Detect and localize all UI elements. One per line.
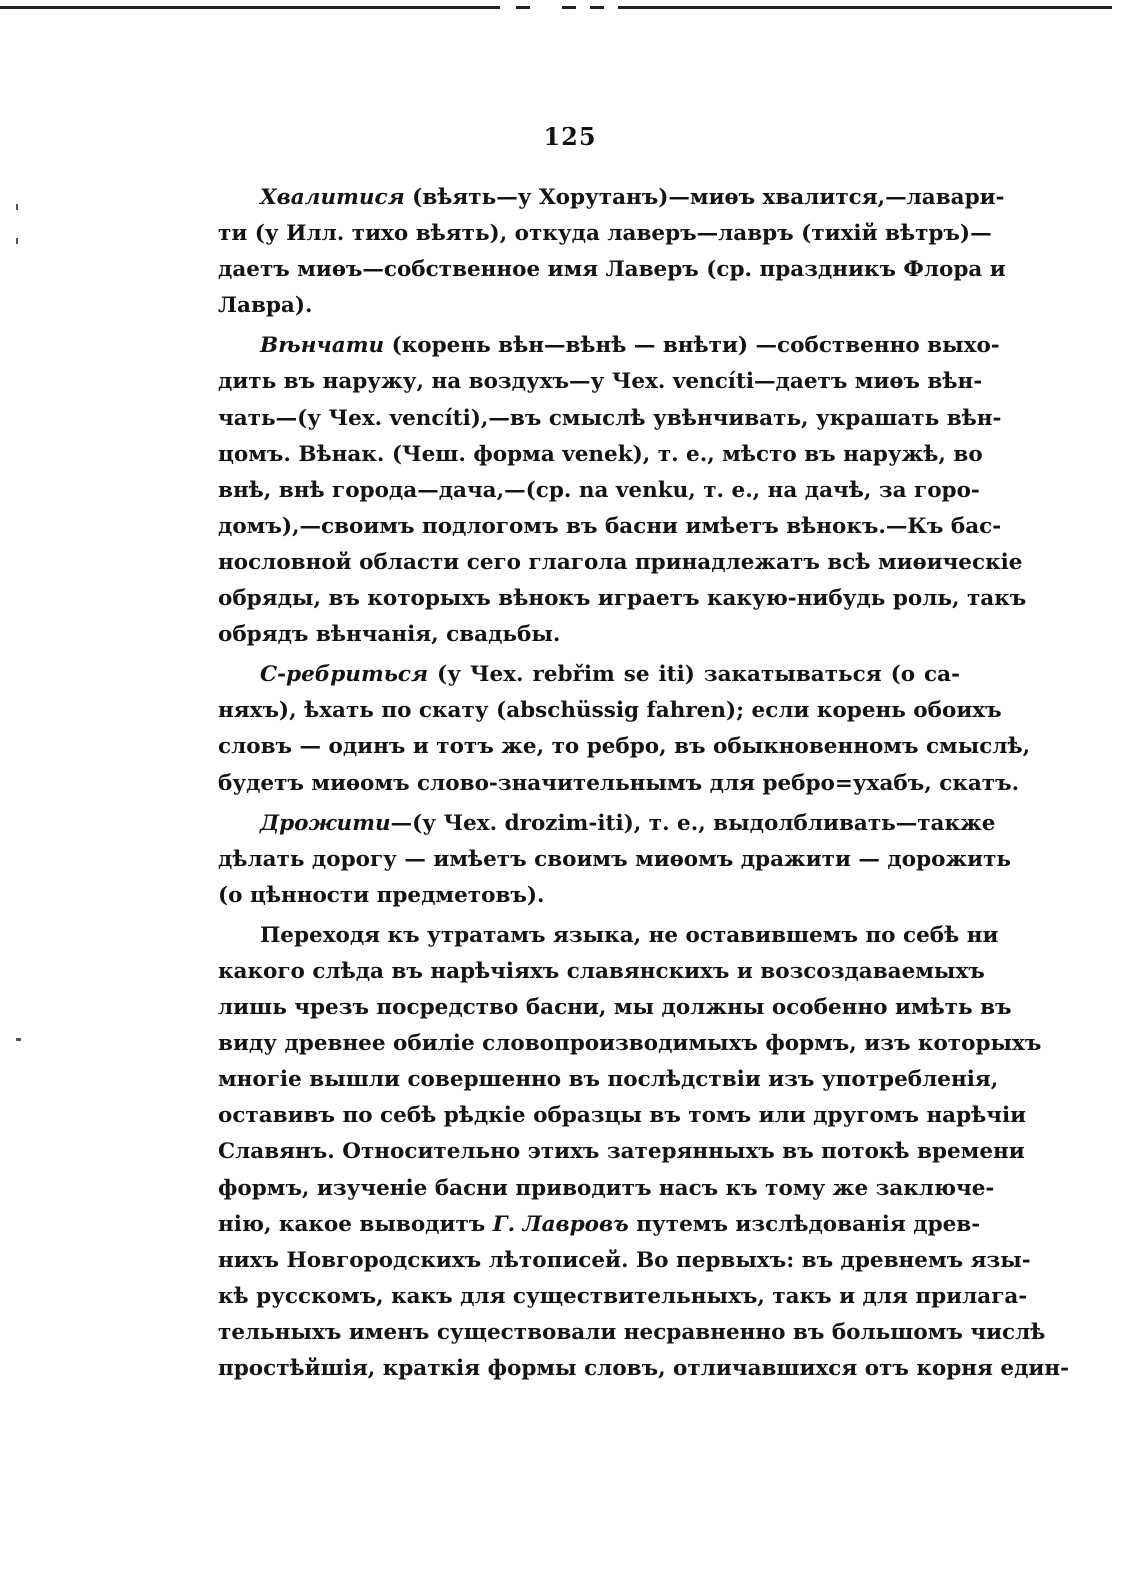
line-text: путемъ изслѣдованія древ- (628, 1211, 981, 1237)
text-line (218, 729, 1031, 765)
line-text: какого слѣда въ нарѣчіяхъ славянскихъ и возсоздаваемыхъ (218, 958, 985, 984)
text-line (218, 545, 1023, 581)
margin-mark (16, 1038, 21, 1041)
text-line (218, 1351, 1070, 1387)
margin-mark (16, 204, 18, 210)
margin-mark (16, 238, 18, 244)
text-line (218, 1243, 1031, 1279)
text-line (218, 657, 960, 693)
text-line (218, 1062, 999, 1098)
line-text: простѣйшія, краткія формы словъ, отличавшихся отъ корня един- (218, 1356, 1070, 1381)
line-text: ти (у Илл. тихо вѣять), откуда лаверъ—лавръ (тихій вѣтръ)— (218, 221, 992, 247)
page-body (218, 180, 1070, 1387)
line-text: (вѣять—у Хорутанъ)—миѳъ хвалится,—лавари- (404, 185, 1005, 210)
text-line (218, 1315, 1046, 1351)
line-text: многіе вышли совершенно въ послѣдствіи изъ употребленія, (218, 1067, 999, 1093)
line-text: оставивъ по себѣ рѣдкіе образцы въ томъ или другомъ нарѣчіи (218, 1103, 1027, 1129)
line-text: Переходя къ утратамъ языка, не оставившемъ по себѣ ни (260, 922, 999, 948)
paragraph (218, 918, 1070, 1387)
line-text: обрядъ вѣнчанія, свадьбы. (218, 622, 561, 648)
text-line (218, 842, 1012, 878)
line-text: дѣлать дорогу — имѣетъ своимъ миѳомъ дражити — дорожить (218, 846, 1012, 872)
text-line (218, 806, 996, 842)
line-text: нословной области сего глагола принадлежатъ всѣ миѳическіе (218, 549, 1023, 575)
text-line (218, 693, 1002, 729)
text-line (218, 1171, 995, 1207)
text-line (218, 473, 980, 509)
line-text: виду древнее обиліе словопроизводимыхъ формъ, изъ которыхъ (218, 1031, 1042, 1057)
paragraph (218, 180, 1006, 324)
line-text: будетъ миѳомъ слово-значительнымъ для ребро=ухабъ, скатъ. (218, 770, 1020, 796)
line-text: цомъ. Вѣнак. (Чеш. форма venek), т. е., мѣсто въ наружѣ, во (218, 441, 983, 467)
text-line (218, 1026, 1042, 1062)
text-line (218, 990, 1012, 1026)
line-text: внѣ, внѣ города—дача,—(ср. na venku, т. е., на дачѣ, за горо- (218, 477, 980, 503)
text-line (218, 288, 960, 324)
text-line (218, 918, 999, 954)
line-text: (о цѣнности предметовъ). (218, 882, 545, 908)
headword: Дрожити (260, 810, 391, 836)
line-text: нихъ Новгородскихъ лѣтописей. Во первыхъ: въ древнемъ язы- (218, 1247, 1031, 1273)
line-text: даетъ миѳъ—собственное имя Лаверъ (ср. праздникъ Флора и (218, 257, 1006, 283)
text-line (218, 1134, 1025, 1170)
line-text: —(у Чех. drozim-iti), т. е., выдолбливать—также (390, 810, 996, 836)
line-text: (у Чех. rebřim se iti) закатываться (о са- (428, 662, 960, 688)
line-text: няхъ), ѣхать по скату (abschüssig fahren); если корень обоихъ (218, 698, 1002, 724)
text-line (218, 180, 1005, 216)
text-line (218, 216, 992, 252)
line-text: Славянъ. Относительно этихъ затерянныхъ въ потокѣ времени (218, 1139, 1025, 1165)
line-text: домъ),—своимъ подлогомъ въ басни имѣетъ вѣнокъ.—Къ бас- (218, 513, 1002, 539)
paragraph (218, 806, 1012, 914)
text-line (218, 954, 985, 990)
text-line (218, 766, 1020, 802)
line-text: Лавра). (218, 293, 313, 319)
headword: С-ребриться (260, 662, 429, 688)
line-text: формъ, изученіе басни приводитъ насъ къ тому же заключе- (218, 1175, 995, 1201)
text-line (218, 1207, 981, 1243)
text-line (218, 1098, 1027, 1134)
paragraph (218, 657, 1031, 801)
text-line (218, 252, 1006, 288)
line-text: (корень вѣн—вѣнѣ — внѣти) —собственно выхо- (384, 333, 1000, 359)
headword: Хвалитися (260, 185, 405, 210)
line-text: дить въ наружу, на воздухъ—у Чех. vencíti—даетъ миѳъ вѣн- (218, 369, 983, 395)
page-number: 125 (543, 122, 597, 151)
line-text: кѣ русскомъ, какъ для существительныхъ, такъ и для прилага- (218, 1283, 1028, 1309)
paragraph (218, 328, 1027, 653)
text-line (218, 509, 1002, 545)
line-text: лишь чрезъ посредство басни, мы должны особенно имѣть въ (218, 995, 1012, 1021)
headword: Вѣнчати (260, 333, 385, 359)
line-text: словъ — одинъ и тотъ же, то ребро, въ обыкновенномъ смыслѣ, (218, 734, 1031, 760)
line-text: чать—(у Чех. vencíti),—въ смыслѣ увѣнчивать, украшать вѣн- (218, 405, 1002, 431)
line-text: тельныхъ именъ существовали несравненно въ большомъ числѣ (218, 1319, 1046, 1345)
text-line (218, 364, 983, 400)
text-line (218, 1279, 1028, 1315)
headword: Г. Лавровъ (492, 1211, 629, 1237)
text-line (218, 878, 960, 914)
text-line (218, 617, 960, 653)
line-text: обряды, въ которыхъ вѣнокъ играетъ какую-нибудь роль, такъ (218, 586, 1027, 612)
line-text: нію, какое выводитъ (218, 1211, 493, 1237)
text-line (218, 581, 1027, 617)
text-line (218, 401, 1002, 437)
text-line (218, 328, 1000, 364)
text-line (218, 437, 983, 473)
